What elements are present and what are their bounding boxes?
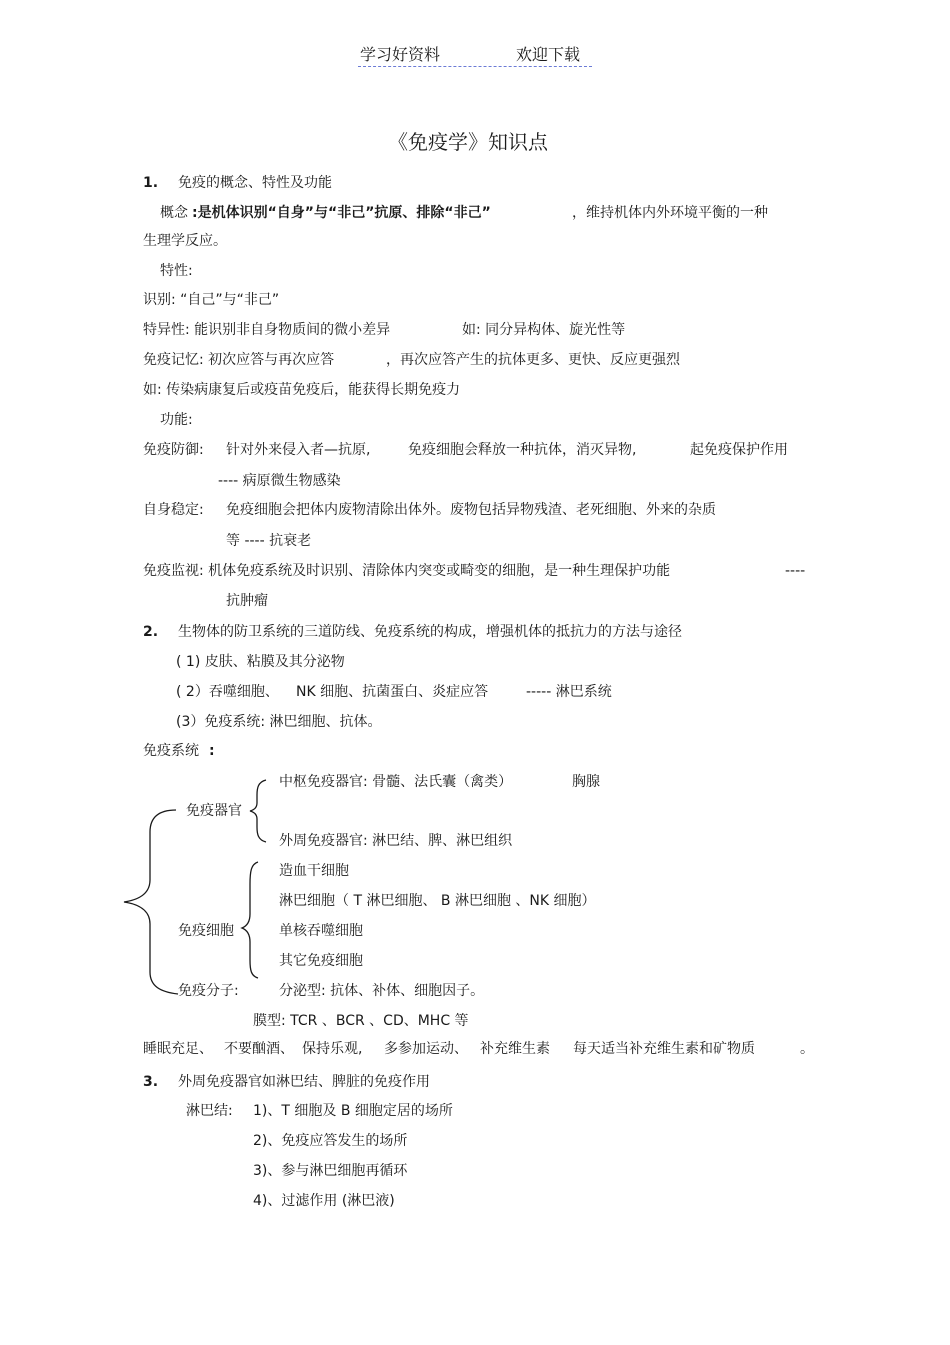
section-3-number: 3. [143, 1074, 159, 1090]
section-1-heading: 免疫的概念、特性及功能 [178, 175, 332, 191]
trait-recognition: 识别: “自己”与“非己” [143, 292, 280, 308]
trait-specificity-example: 如: 同分异构体、旋光性等 [462, 322, 626, 338]
organs-brace [250, 780, 266, 842]
function-defense-note: ---- 病原微生物感染 [218, 473, 341, 489]
cell-mononuclear: 单核吞噬细胞 [279, 923, 363, 939]
tip-vitamins: 补充维生素 [480, 1041, 550, 1057]
section-3-heading: 外周免疫器官如淋巴结、脾脏的免疫作用 [178, 1074, 430, 1090]
section-1-number: 1. [143, 175, 159, 191]
tip-alcohol: 不要酗酒、 [224, 1041, 294, 1057]
function-stability-text: 免疫细胞会把体内废物清除出体外。废物包括异物残渣、老死细胞、外来的杂质 [226, 502, 716, 518]
trait-specificity: 特异性: 能识别非自身物质间的微小差异 [143, 322, 391, 338]
defense-line-1: ( 1) 皮肤、粘膜及其分泌物 [176, 654, 345, 670]
function-defense-text: 针对外来侵入者—抗原, [226, 442, 371, 458]
molecule-secreted: 分泌型: 抗体、补体、细胞因子。 [279, 983, 485, 999]
immune-system-colon: : [209, 743, 215, 759]
tip-optimism: 保持乐观, [302, 1041, 363, 1057]
functions-label: 功能: [160, 412, 193, 428]
molecule-membrane: 膜型: TCR 、BCR 、CD、MHC 等 [253, 1013, 469, 1029]
tip-minerals: 每天适当补充维生素和矿物质 [573, 1041, 755, 1057]
section-2-number: 2. [143, 624, 159, 640]
cell-lymphocyte: 淋巴细胞（ T 淋巴细胞、 B 淋巴细胞 、NK 细胞） [279, 893, 596, 909]
header-right: 欢迎下载 [516, 45, 581, 64]
immune-organs-label: 免疫器官 [186, 803, 242, 819]
function-defense-label: 免疫防御: [143, 442, 204, 458]
concept-label: 概念 [160, 205, 188, 221]
central-organs: 中枢免疫器官: 骨髓、法氏囊（禽类） [279, 774, 513, 790]
defense-line-2: ( 2）吞噬细胞、 [176, 684, 279, 700]
cells-brace [242, 862, 258, 978]
document-title: 《免疫学》知识点 [388, 130, 548, 154]
function-stability-label: 自身稳定: [143, 502, 204, 518]
function-surveillance-note: 抗肿瘤 [226, 593, 268, 609]
defense-line-3: (3）免疫系统: 淋巴细胞、抗体。 [176, 714, 382, 730]
defense-line-2-note: ----- 淋巴系统 [526, 684, 612, 700]
tip-sleep: 睡眠充足、 [143, 1041, 213, 1057]
lymph-node-item-2: 2)、免疫应答发生的场所 [253, 1133, 408, 1149]
lymph-node-item-4: 4)、过滤作用 (淋巴液) [253, 1193, 395, 1209]
function-defense-text-3: 起免疫保护作用 [690, 442, 788, 458]
traits-label: 特性: [160, 263, 193, 279]
central-organs-thymus: 胸腺 [572, 774, 600, 790]
trait-memory-cont: ，再次应答产生的抗体更多、更快、反应更强烈 [386, 352, 680, 368]
section-2-heading: 生物体的防卫系统的三道防线、免疫系统的构成，增强机体的抵抗力的方法与途径 [178, 624, 682, 640]
tip-period: 。 [800, 1041, 814, 1057]
defense-line-2-cont: NK 细胞、抗菌蛋白、炎症应答 [296, 684, 489, 700]
trait-memory: 免疫记忆: 初次应答与再次应答 [143, 352, 335, 368]
lymph-node-label: 淋巴结: [186, 1103, 233, 1119]
header-left: 学习好资料 [360, 45, 441, 64]
lymph-node-item-3: 3)、参与淋巴细胞再循环 [253, 1163, 408, 1179]
function-surveillance-text: 免疫监视: 机体免疫系统及时识别、清除体内突变或畸变的细胞，是一种生理保护功能 [143, 563, 671, 579]
tip-exercise: 多参加运动、 [384, 1041, 468, 1057]
function-stability-note: 等 ---- 抗衰老 [226, 533, 312, 549]
immune-molecules-label: 免疫分子: [178, 983, 239, 999]
function-defense-text-2: 免疫细胞会释放一种抗体，消灭异物, [408, 442, 637, 458]
lymph-node-item-1: 1)、T 细胞及 B 细胞定居的场所 [253, 1103, 453, 1119]
peripheral-organs: 外周免疫器官: 淋巴结、脾、淋巴组织 [279, 833, 513, 849]
cell-hematopoietic: 造血干细胞 [279, 863, 349, 879]
concept-text-cont: ，维持机体内外环境平衡的一种 [572, 205, 768, 221]
function-surveillance-dash: ---- [785, 563, 806, 579]
trait-memory-example: 如: 传染病康复后或疫苗免疫后，能获得长期免疫力 [143, 382, 461, 398]
concept-text: :是机体识别“自身”与“非己”抗原、排除“非己” [192, 205, 491, 221]
cell-other: 其它免疫细胞 [279, 953, 363, 969]
outer-brace [124, 810, 178, 994]
immune-system-label: 免疫系统 [143, 743, 199, 759]
immune-cells-label: 免疫细胞 [178, 923, 234, 939]
concept-text-end: 生理学反应。 [143, 233, 227, 249]
